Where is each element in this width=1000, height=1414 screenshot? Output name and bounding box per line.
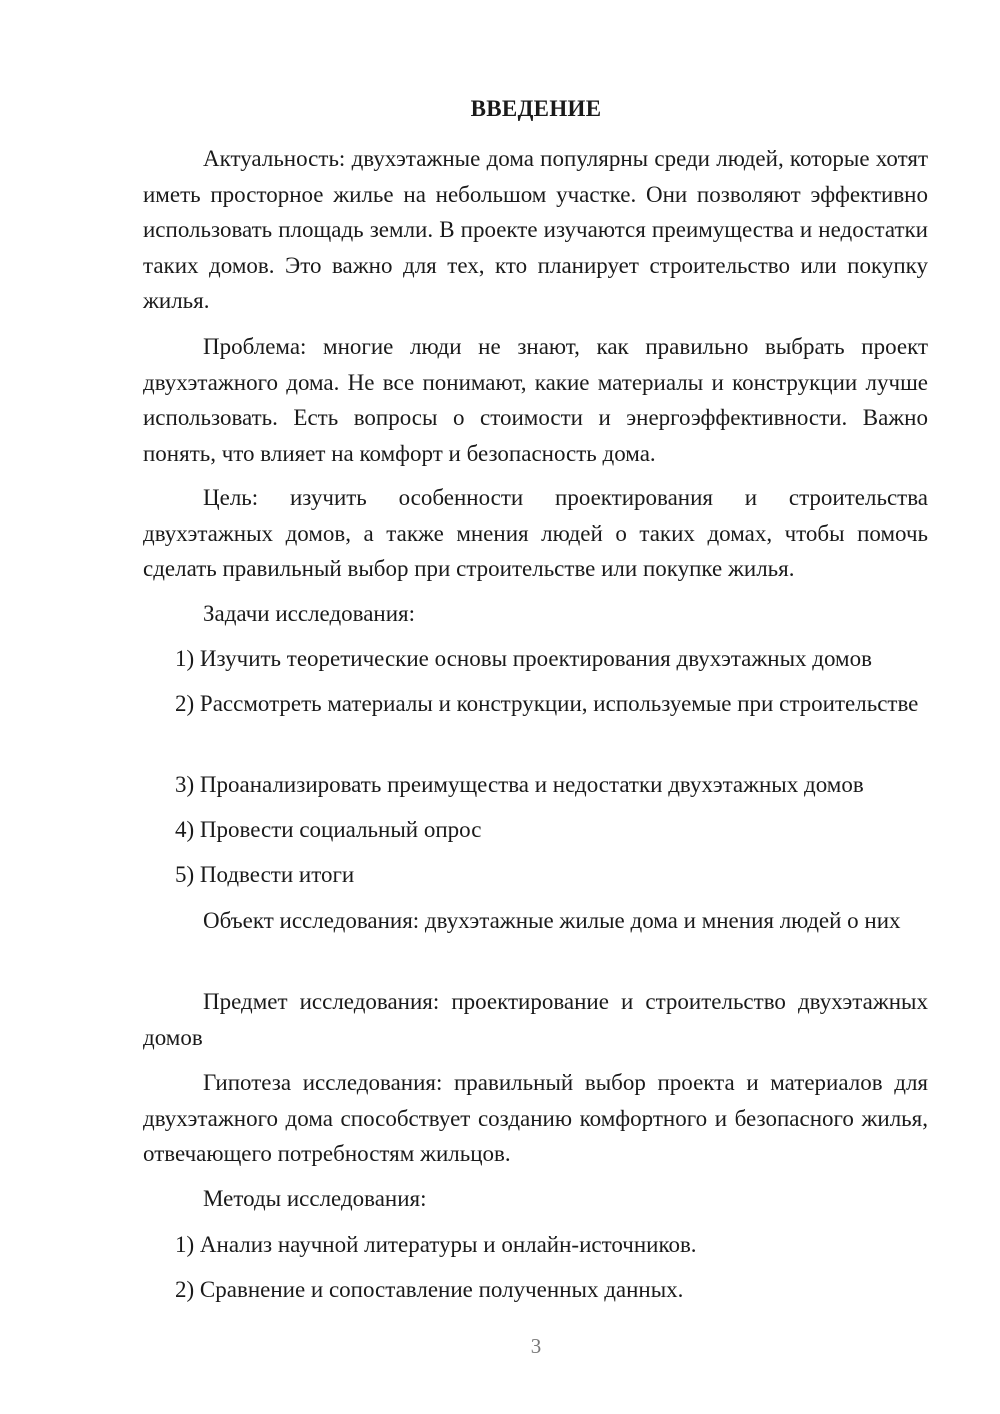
task-item: 4) Провести социальный опрос [175,817,482,842]
task-item: 3) Проанализировать преимущества и недостатки двухэтажных домов [175,772,864,797]
section-heading: ВВЕДЕНИЕ [470,96,602,121]
task-item: 5) Подвести итоги [175,862,355,887]
page-number: 3 [530,1334,542,1358]
methods-title: Методы исследования: [203,1186,427,1211]
tasks-title: Задачи исследования: [203,601,416,626]
problem-paragraph: Проблема: многие люди не знают, как правильно выбрать проект двухэтажного дома. Не все понимают, какие материалы и конструкции лучше использовать. Есть вопросы о стоимости и энергоэффективности. Важно понять, что влияет на комфорт и безопасность дома. [143,334,928,466]
goal-paragraph: Цель: изучить особенности проектирования и строительства двухэтажных домов, а также мнения людей о таких домах, чтобы помочь сделать правильный выбор при строительстве или покупке жилья. [143,485,928,581]
method-item: 1) Анализ научной литературы и онлайн-источников. [175,1232,697,1257]
task-item: 2) Рассмотреть материалы и конструкции, используемые при строительстве [175,691,919,716]
relevance-paragraph: Актуальность: двухэтажные дома популярны среди людей, которые хотят иметь просторное жилье на небольшом участке. Они позволяют эффективно использовать площадь земли. В проекте изучаются преимущества и недостатки таких домов. Это важно для тех, кто планирует строительство или покупку жилья. [143,146,928,313]
task-item: 1) Изучить теоретические основы проектирования двухэтажных домов [175,646,872,671]
subject-paragraph: Предмет исследования: проектирование и строительство двухэтажных домов [143,989,928,1050]
hypothesis-paragraph: Гипотеза исследования: правильный выбор проекта и материалов для двухэтажного дома способствует созданию комфортного и безопасного жилья, отвечающего потребностям жильцов. [143,1070,928,1166]
object-paragraph: Объект исследования: двухэтажные жилые дома и мнения людей о них [203,908,901,933]
method-item: 2) Сравнение и сопоставление полученных данных. [175,1277,684,1302]
